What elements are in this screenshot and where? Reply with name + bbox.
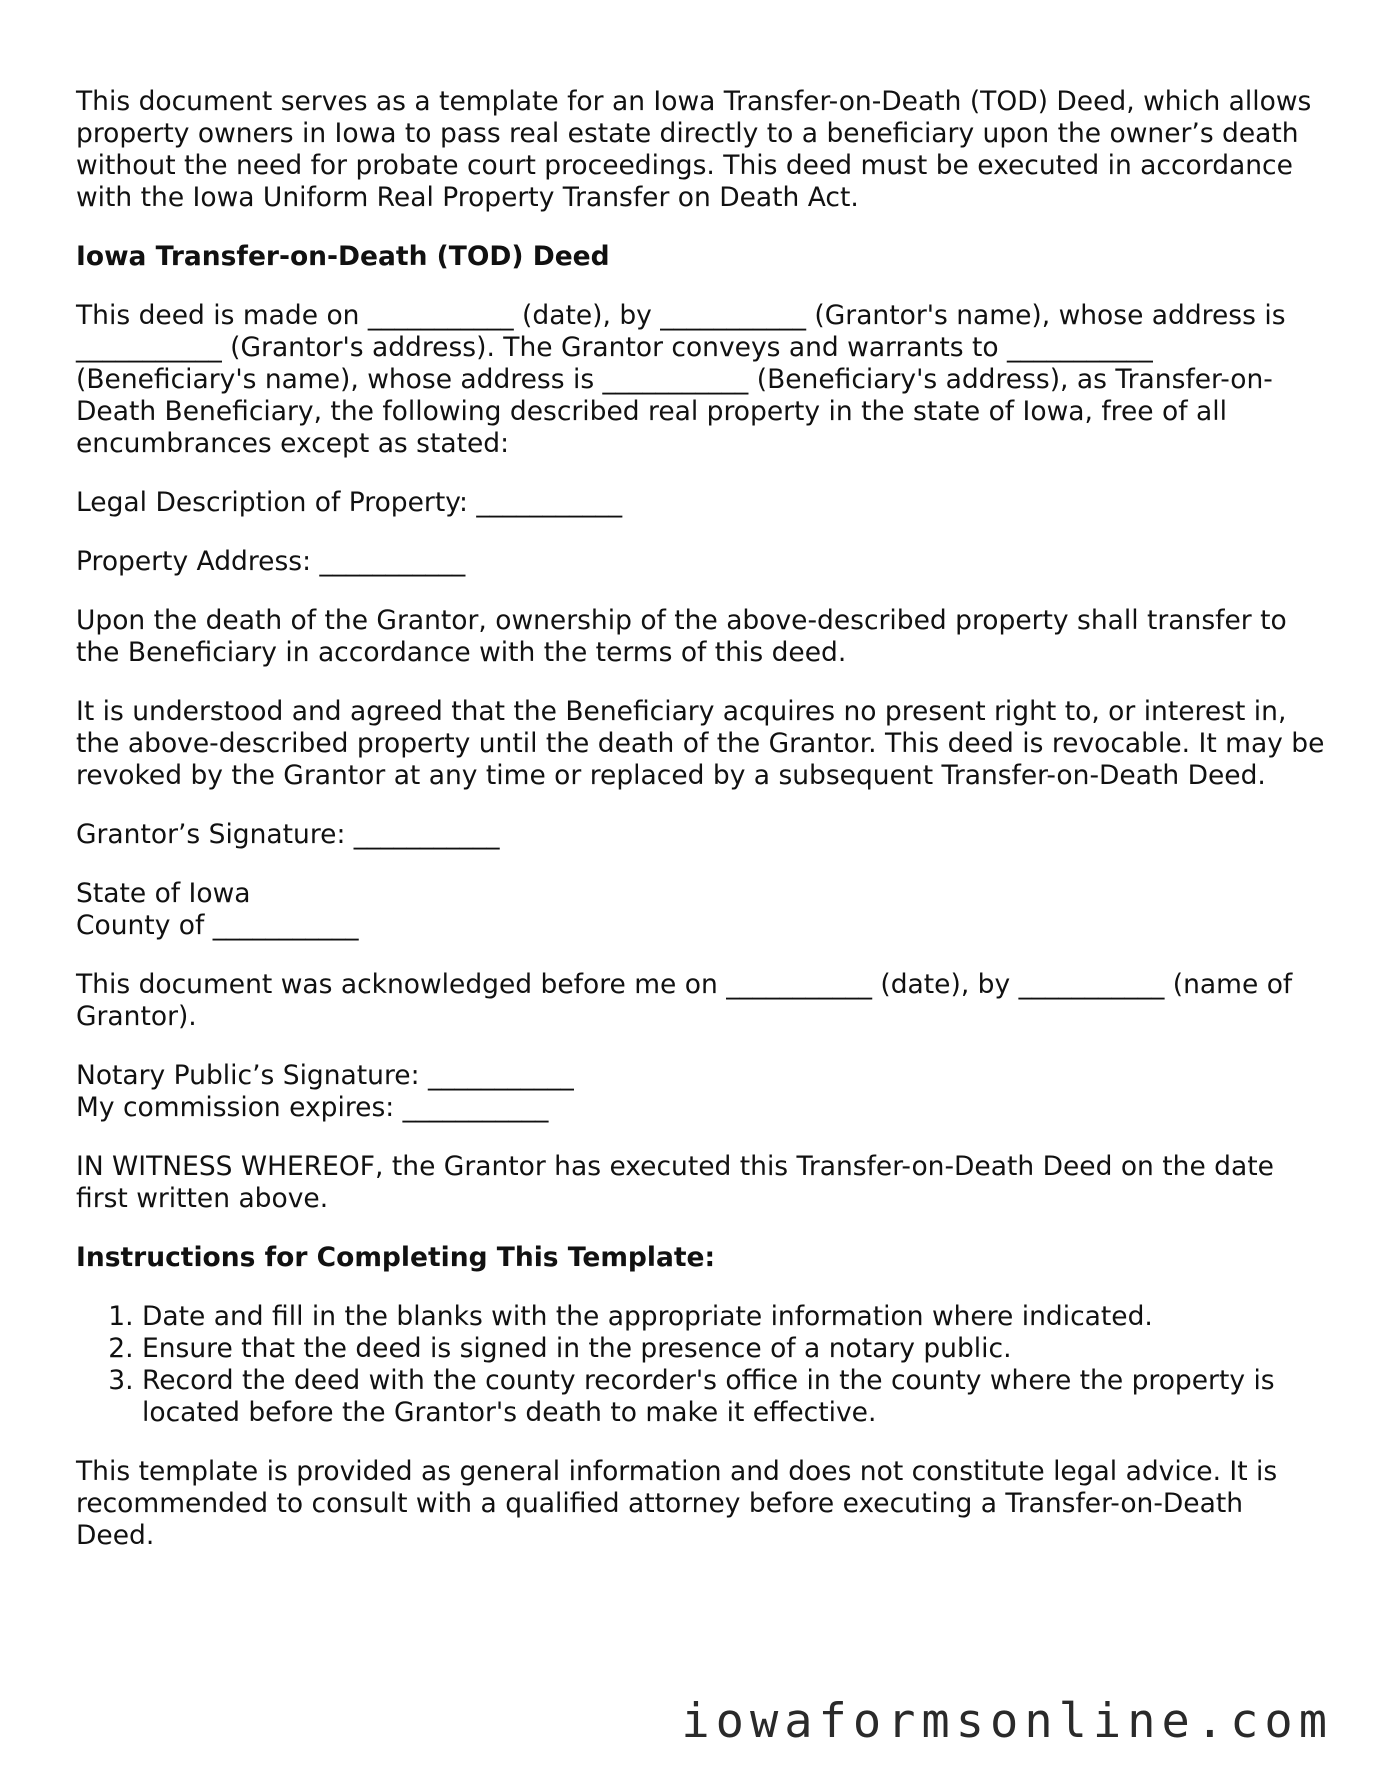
deed-heading: Iowa Transfer-on-Death (TOD) Deed xyxy=(76,241,610,272)
county-line: County of ___________ xyxy=(76,910,359,941)
conveyance-paragraph: This deed is made on ___________ (date), by ___________ (Grantor's name), whose address is ___________ (Grantor's address). The Grantor conveys and warrants to ___________ (Beneficiary's name), whose address is ___________ (Beneficiary's address), as Transfer-on-Death Beneficiary, the following described real property in the state of Iowa, free of all encumbrances except as stated: xyxy=(76,300,1286,459)
list-item: 3. Record the deed with the county recorder's office in the county where the property is located before the Grantor's death to make it effective. xyxy=(142,1365,1326,1429)
witness-paragraph: IN WITNESS WHEREOF, the Grantor has executed this Transfer-on-Death Deed on the date first written above. xyxy=(76,1151,1274,1214)
document-body xyxy=(76,86,1326,1579)
site-watermark: iowaformsonline.com xyxy=(681,1694,1333,1749)
disclaimer-paragraph: This template is provided as general information and does not constitute legal advice. It is recommended to consult with a qualified attorney before executing a Transfer-on-Death Deed. xyxy=(76,1456,1278,1551)
acknowledgment-paragraph: This document was acknowledged before me on ___________ (date), by ___________ (name of Grantor). xyxy=(76,969,1293,1032)
intro-paragraph: This document serves as a template for an Iowa Transfer-on-Death (TOD) Deed, which allows property owners in Iowa to pass real estate directly to a beneficiary upon the owner’s death without the need for probate court proceedings. This deed must be executed in accordance with the Iowa Uniform Real Property Transfer on Death Act. xyxy=(76,86,1312,213)
revocable-clause: It is understood and agreed that the Beneficiary acquires no present right to, or interest in, the above-described property until the death of the Grantor. This deed is revocable. It may be revoked by the Grantor at any time or replaced by a subsequent Transfer-on-Death Deed. xyxy=(76,696,1325,791)
venue-block xyxy=(76,878,1326,942)
notary-block xyxy=(76,1060,1326,1124)
property-address-line: Property Address: ___________ xyxy=(76,546,466,577)
notary-signature-line: Notary Public’s Signature: ___________ xyxy=(76,1060,574,1091)
instructions-list xyxy=(76,1301,1326,1429)
state-line: State of Iowa xyxy=(76,878,251,909)
transfer-clause: Upon the death of the Grantor, ownership of the above-described property shall transfer to the Beneficiary in accordance with the terms of this deed. xyxy=(76,605,1287,668)
list-item: 2. Ensure that the deed is signed in the presence of a notary public. xyxy=(142,1333,1326,1365)
commission-expires-line: My commission expires: ___________ xyxy=(76,1092,549,1123)
grantor-signature-line: Grantor’s Signature: ___________ xyxy=(76,819,500,850)
list-item: 1. Date and fill in the blanks with the appropriate information where indicated. xyxy=(142,1301,1326,1333)
legal-description-line: Legal Description of Property: ___________ xyxy=(76,487,623,518)
instructions-heading: Instructions for Completing This Template: xyxy=(76,1242,716,1273)
